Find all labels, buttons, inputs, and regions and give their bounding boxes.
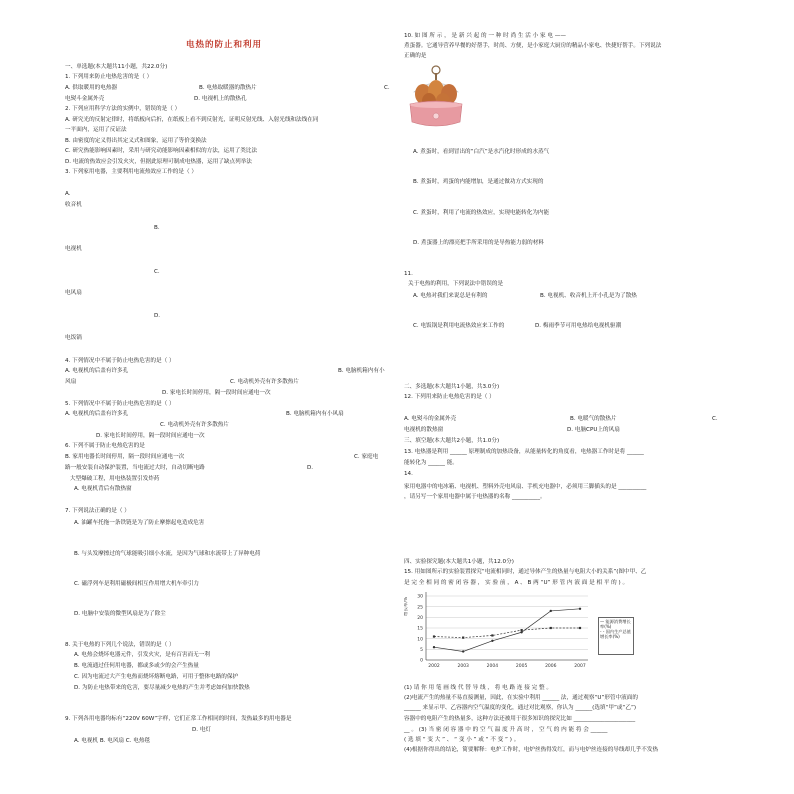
left-line-l25: B. 电脑机箱内有小 bbox=[338, 368, 385, 374]
series-1-point-2 bbox=[491, 634, 493, 636]
left-line-l39: 大型爆破工程，用电热装置引发炸药 bbox=[70, 476, 160, 482]
x-tick-label-2: 2004 bbox=[486, 664, 499, 669]
right-line-r29: 是 完 全 相 同 的 密 闭 容 器 ， 实 验 前 ， A 、 B 两 “U” 形 管 内 液 面 是 相 平 的 ) 。 bbox=[404, 580, 629, 586]
y-axis-label: 增长率/% bbox=[404, 596, 409, 616]
egg-cooker-icon bbox=[410, 66, 462, 126]
left-line-l21: D. bbox=[154, 313, 161, 319]
series-1-point-0 bbox=[433, 635, 435, 637]
legend-label-energy: 能源消费增长率(%) bbox=[600, 619, 631, 629]
left-line-l23: 4. 下列情况中不属于防止电热危害的是（ ） bbox=[65, 358, 175, 364]
right-line-r13: D. 梅雨季节可用电热给电视机驱潮 bbox=[535, 323, 622, 329]
x-tick-label-4: 2006 bbox=[545, 664, 557, 669]
legend-item-gdp: - - 国内生产总值增长率(%) bbox=[600, 629, 631, 639]
left-line-l18: 电视机 bbox=[65, 246, 82, 252]
left-line-l47: A. 电热会烧坏电器元件，引发火灾，是有百害而无一利 bbox=[74, 652, 210, 658]
right-line-r26: ，请另写一个家用电器中属于电热器的名称 __________。 bbox=[404, 494, 546, 500]
left-line-l29: 5. 下列情况中不属于防止电热危害的是（ ） bbox=[65, 401, 175, 407]
right-line-r5: B. 煮蛋时，鸡蛋的内能增加，是通过做功方式实现的 bbox=[413, 179, 544, 185]
y-tick-label-2: 10 bbox=[417, 637, 423, 643]
right-line-r2: 煮蛋器。它通导营养早餐的好帮手，时尚、方便，是小家庭大厨房的精品小家电、快捷好帮手。下列说法 bbox=[404, 43, 662, 49]
right-line-r30: (1) 请 你 用 笔 画 线 代 替 导 线 ， 将 电 路 连 接 完 整 。 bbox=[404, 685, 552, 691]
left-line-l9: A. 研究光的反射定律时，将纸板向后折，在纸板上看不到反射光，证明反射光线、入射光线和法线在同 bbox=[65, 117, 319, 123]
page-title: 电热的防止和利用 bbox=[186, 40, 263, 50]
y-tick-label-1: 5 bbox=[420, 647, 423, 653]
right-line-r1: 10. 如 图 所 示 ， 是 新 兴 起 的 一 种 时 尚 生 活 小 家 电 —— bbox=[404, 33, 566, 39]
left-line-l30: A. 电视机的后盖有许多孔 bbox=[65, 411, 129, 417]
left-line-l45: D. 电脑中安装的微型风扇是为了除尘 bbox=[74, 611, 166, 617]
right-line-r11: B. 电视机、收音机上开小孔是为了散热 bbox=[540, 293, 637, 299]
left-line-l16: 收音机 bbox=[65, 202, 82, 208]
left-line-l19: C. bbox=[154, 269, 160, 275]
series-0-point-2 bbox=[491, 640, 493, 642]
right-line-r4: A. 煮蛋时，看到冒出的“白汽”是水汽化时形成的水蒸气 bbox=[413, 149, 550, 155]
right-line-r16: A. 电熨斗的金属外壳 bbox=[404, 416, 457, 422]
right-line-r25: 家用电器中的电冰箱、电视机、塑料外壳电风扇、手机充电器中，必须用三脚插头的是 __________ bbox=[404, 484, 647, 490]
left-line-l43: B. 与头发摩擦过的气球能吸引细小水流，是因为气球和水流带上了异种电荷 bbox=[74, 551, 261, 557]
left-line-l13: D. 电流的热效应会引发火灾，但据此原理可制成电热器，运用了缺点列举法 bbox=[65, 159, 252, 165]
y-tick-label-0: 0 bbox=[420, 658, 423, 664]
right-line-r21: 三、填空题(本大题共2小题，共1.0分) bbox=[404, 438, 500, 444]
right-line-r15: 12. 下列用来防止电热危害的是（ ） bbox=[404, 394, 495, 400]
right-line-r18: C. bbox=[712, 416, 718, 422]
left-line-l12: C. 研究热能影响因素时，采用与研究动能影响因素相似的方法，运用了类比法 bbox=[65, 148, 258, 154]
left-line-l17: B. bbox=[154, 225, 160, 231]
left-line-l11: B. 由密度的定义得出其定义式和图象，运用了等价变换法 bbox=[65, 138, 207, 144]
left-line-l22: 电饭锅 bbox=[65, 335, 82, 341]
egg-cooker-image bbox=[406, 64, 466, 130]
left-line-l4: B. 电热取暖器的散热片 bbox=[199, 85, 257, 91]
series-1-point-4 bbox=[550, 627, 552, 629]
left-line-l36: C. 家庭电 bbox=[354, 454, 379, 460]
y-tick-label-4: 20 bbox=[417, 615, 423, 621]
right-line-r6: C. 煮蛋时，利用了电流的热效应，实现电能转化为内能 bbox=[413, 210, 550, 216]
right-line-r34: __ 。 (3) 当 密 闭 容 器 中 的 空 气 温 度 升 高 时 ， 空 气 的 内 能 将 会 ______ bbox=[404, 727, 608, 733]
left-line-l27: C. 电动机外壳有许多散热片 bbox=[230, 379, 299, 385]
series-1-point-3 bbox=[521, 629, 523, 631]
right-line-r10: A. 电热对我们来说总是有利的 bbox=[413, 293, 488, 299]
left-line-l51: 9. 下列各用电器均标有“220V 60W”字样，它们正常工作相同的时间，发热最多的用电器是 bbox=[65, 716, 292, 722]
left-line-l31: B. 电脑机箱内有小风扇 bbox=[286, 411, 344, 417]
left-line-l32: C. 电动机外壳有许多散热片 bbox=[160, 422, 229, 428]
right-line-r14: 二、多选题(本大题共1小题，共3.0分) bbox=[404, 384, 500, 390]
series-1-point-1 bbox=[462, 637, 464, 639]
left-line-l10: 一平面内，运用了反证法 bbox=[65, 127, 127, 133]
right-line-r7: D. 煮蛋器上的漂亮把手所采用的是导热能力弱的材料 bbox=[413, 240, 544, 246]
left-line-l7: D. 电视机上的散热孔 bbox=[194, 96, 247, 102]
right-line-r19: 电视机的散热窗 bbox=[404, 427, 444, 433]
right-line-r12: C. 电饭锅是利用电流热效应来工作的 bbox=[413, 323, 505, 329]
right-line-r9: 关于电热的利用，下列说法中错误的是 bbox=[408, 281, 504, 287]
left-line-l42: A. 油罐车托拖一条铁链是为了防止摩擦起电造成危害 bbox=[74, 520, 205, 526]
series-line-0 bbox=[434, 609, 580, 652]
right-line-r32: ______ 来显示甲、乙容器内空气温度的变化，通过对比观察，你认为 ______(选填“甲”或“乙”) bbox=[404, 705, 637, 711]
left-line-l1: 一、单选题(本大题共11小题，共22.0分) bbox=[65, 64, 168, 70]
growth-line-chart bbox=[404, 588, 592, 672]
left-line-l50: D. 为防止电热带来的危害，要尽量减少电热的产生并考虑如何加快散热 bbox=[74, 685, 250, 691]
series-0-point-3 bbox=[520, 631, 522, 633]
right-line-r28: 15. 用如图所示的实验装置探究“电流相同时，通过导体产生的热量与电阻大小的关系”(图中甲、乙 bbox=[404, 569, 647, 575]
x-tick-label-3: 2005 bbox=[515, 664, 528, 669]
left-line-l48: B. 电流通过任何用电器，都或多或少的会产生热量 bbox=[74, 663, 199, 669]
left-line-l53: A. 电视机 B. 电风扇 C. 电热毯 bbox=[74, 738, 151, 744]
series-0-point-0 bbox=[433, 646, 435, 648]
left-line-l2: 1. 下列用来防止电热危害的是（ ） bbox=[65, 74, 153, 80]
left-line-l52: D. 电灯 bbox=[192, 727, 212, 733]
y-tick-label-6: 30 bbox=[417, 594, 423, 600]
right-line-r23: 能转化为 ______ 能。 bbox=[404, 460, 458, 466]
left-line-l35: B. 家用电器长时间停用，隔一段时间应通电一次 bbox=[65, 454, 185, 460]
x-tick-label-1: 2003 bbox=[457, 664, 469, 669]
left-line-l33: D. 家电长时间停用，隔一段时间应通电一次 bbox=[96, 433, 205, 439]
right-line-r17: B. 电暖气的散热片 bbox=[570, 416, 617, 422]
left-line-l28: D. 家电长时间停用，隔一段时间应通电一次 bbox=[162, 390, 271, 396]
left-line-l37: 路一般安装自动保护装置，当电流过大时，自动切断电路 bbox=[65, 465, 205, 471]
right-line-r24: 14. bbox=[404, 471, 413, 477]
right-line-r35: ( 选 填 “ 变 大 ” 、 “ 变 小 ” 或 “ 不 变 ” ) 。 bbox=[404, 737, 520, 743]
left-line-l38: D. bbox=[307, 465, 314, 471]
left-line-l26: 风扇 bbox=[65, 379, 77, 385]
left-line-l24: A. 电视机的后盖有许多孔 bbox=[65, 368, 129, 374]
right-line-r3: 正确的是 bbox=[404, 53, 427, 59]
left-line-l6: 电熨斗金属外壳 bbox=[65, 96, 105, 102]
legend-item-energy: — 能源消费增长率(%) bbox=[600, 619, 631, 629]
right-line-r20: D. 电脑CPU上的风扇 bbox=[567, 427, 620, 433]
right-line-r33: 容器中的电阻产生的热量多，这种方法还被用于很多知识的探究比如 ______________________ bbox=[404, 716, 636, 722]
y-tick-label-3: 15 bbox=[417, 626, 423, 632]
left-line-l41: 7. 下列说法正确的是（ ） bbox=[65, 508, 130, 514]
legend-label-gdp: 国内生产总值增长率(%) bbox=[600, 629, 631, 639]
left-line-l44: C. 磁浮列车是利用磁极间相互作用增大机车牵引力 bbox=[74, 581, 199, 587]
right-line-r8: 11. bbox=[404, 271, 413, 277]
left-line-l3: A. 供取暖用的电热器 bbox=[65, 85, 118, 91]
left-line-l8: 2. 下列应用科学方法的实例中，错误的是（ ） bbox=[65, 106, 181, 112]
left-line-l15: A. bbox=[65, 191, 71, 197]
series-0-point-5 bbox=[579, 608, 581, 610]
left-line-l49: C. 因为电流过大产生电热而烧坏熔断电路，可用于整体电路的保护 bbox=[74, 674, 239, 680]
x-tick-label-5: 2007 bbox=[574, 664, 586, 669]
series-0-point-4 bbox=[550, 610, 552, 612]
series-line-1 bbox=[434, 628, 580, 638]
right-line-r31: (2)电流产生的热量不易直接测量，因此，在实验中利用 ______ 法，通过观察“U”形管中液面的 bbox=[404, 695, 638, 701]
right-line-r36: (4)根据你得出的结论，简要解释：电炉工作时，电炉丝热得发红，而与电炉丝连接的导线却几乎不发热 bbox=[404, 747, 659, 753]
left-line-l40: A. 电视机背后有散热窗 bbox=[74, 486, 132, 492]
right-line-r22: 13. 电热器是利用 ______ 原理制成的加热设备，从能量转化的角度看，电热器工作时是将 ______ bbox=[404, 449, 644, 455]
x-tick-label-0: 2002 bbox=[428, 664, 440, 669]
left-line-l46: 8. 关于电热的下列几个说法，错误的是（ ） bbox=[65, 642, 175, 648]
series-0-point-1 bbox=[462, 650, 464, 652]
chart-legend bbox=[598, 617, 634, 655]
y-tick-label-5: 25 bbox=[417, 605, 423, 611]
left-line-l20: 电风扇 bbox=[65, 290, 82, 296]
left-line-l14: 3. 下列家用电器，主要利用电流热效应工作的是（ ） bbox=[65, 169, 197, 175]
right-line-r27: 四、实验探究题(本大题共1小题，共12.0分) bbox=[404, 559, 514, 565]
left-line-l5: C. bbox=[384, 85, 390, 91]
left-line-l34: 6. 下列不属于防止电热危害的是 bbox=[65, 443, 145, 449]
series-1-point-5 bbox=[579, 627, 581, 629]
